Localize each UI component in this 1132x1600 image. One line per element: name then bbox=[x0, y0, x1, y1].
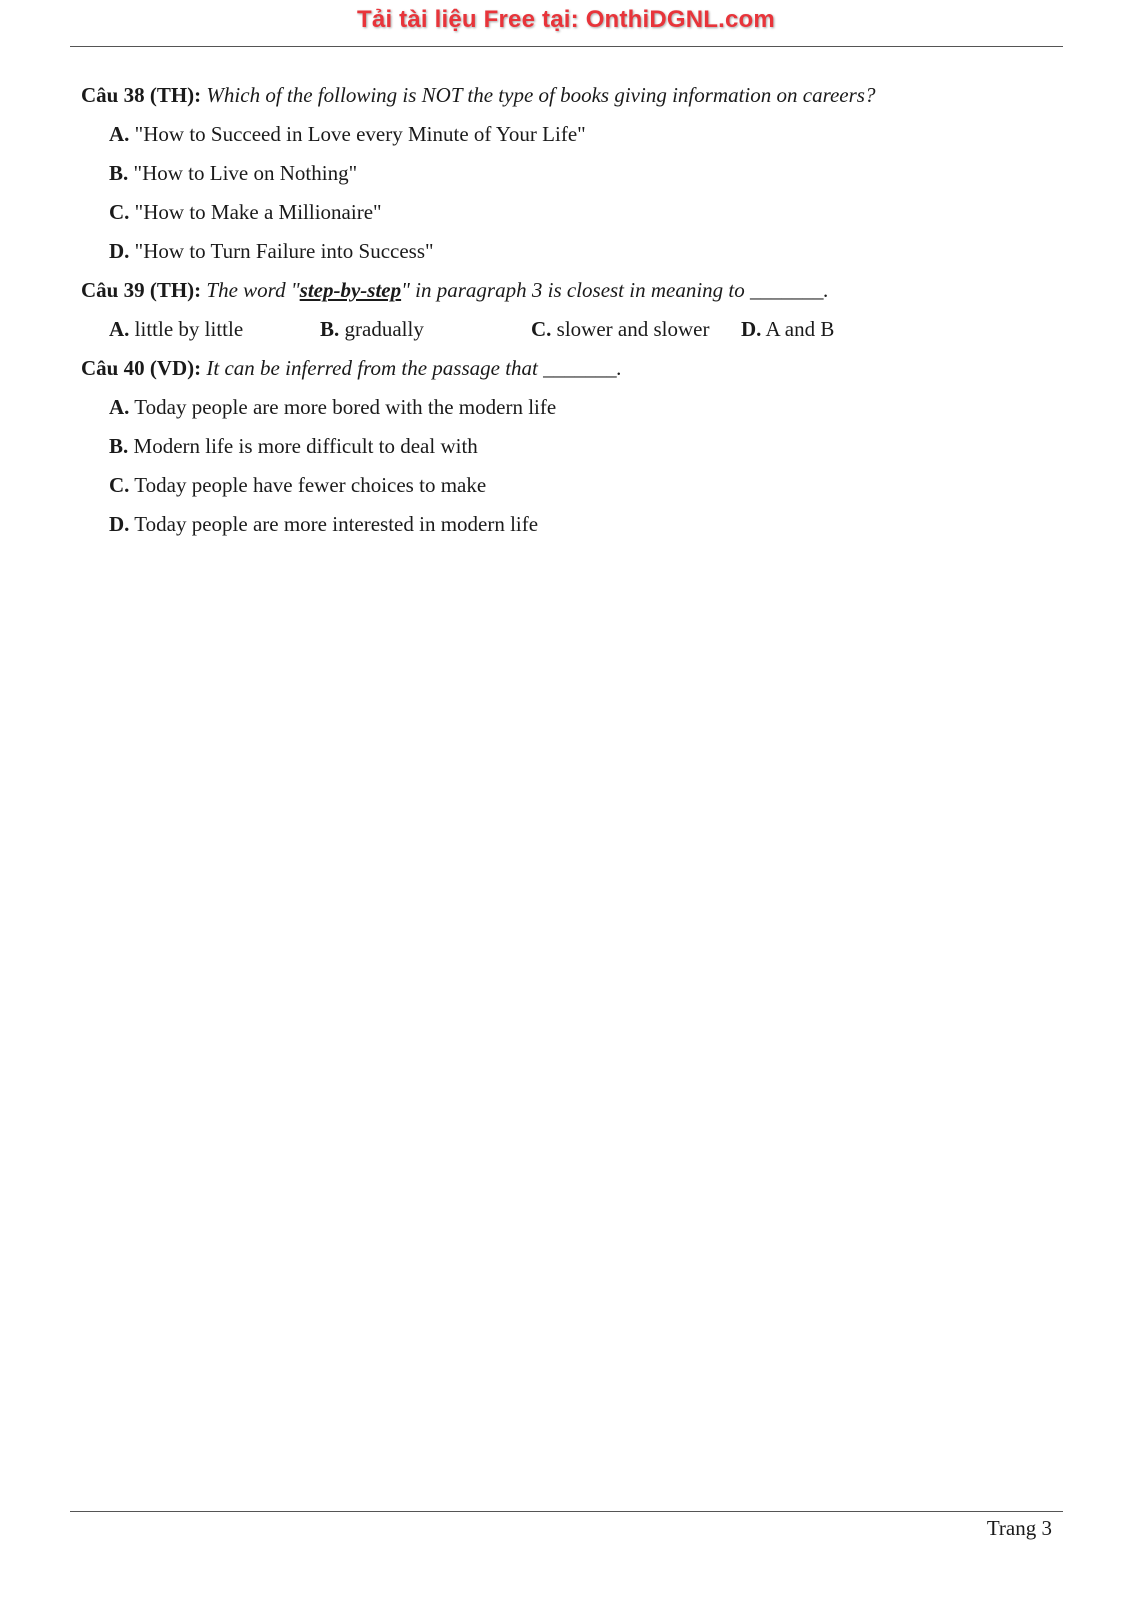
document-body bbox=[81, 76, 1061, 544]
option-a bbox=[109, 310, 243, 349]
option-text: A and B bbox=[765, 317, 835, 341]
option-c bbox=[531, 310, 709, 349]
option-letter: B. bbox=[109, 434, 129, 458]
question-number: Câu 38 (TH): bbox=[81, 83, 202, 107]
option-letter: C. bbox=[531, 317, 552, 341]
question-39 bbox=[81, 271, 1061, 310]
question-text-after: " in paragraph 3 is closest in meaning to _______. bbox=[401, 278, 829, 302]
option-text: slower and slower bbox=[556, 317, 710, 341]
question-text: Which of the following is NOT the type of books giving information on careers? bbox=[206, 83, 876, 107]
option-letter: C. bbox=[109, 473, 130, 497]
option-a bbox=[81, 115, 1061, 154]
question-40 bbox=[81, 349, 1061, 388]
option-letter: A. bbox=[109, 122, 130, 146]
option-text: "How to Live on Nothing" bbox=[133, 161, 358, 185]
question-38 bbox=[81, 76, 1061, 115]
option-d bbox=[741, 310, 834, 349]
option-text: little by little bbox=[134, 317, 244, 341]
option-text: Today people have fewer choices to make bbox=[134, 473, 487, 497]
question-number: Câu 39 (TH): bbox=[81, 278, 202, 302]
option-a bbox=[81, 388, 1061, 427]
option-text: Modern life is more difficult to deal with bbox=[133, 434, 478, 458]
option-letter: B. bbox=[109, 161, 129, 185]
site-banner: Tải tài liệu Free tại: OnthiDGNL.com bbox=[357, 6, 775, 33]
option-text: "How to Make a Millionaire" bbox=[134, 200, 382, 224]
footer-divider bbox=[70, 1511, 1063, 1512]
option-letter: A. bbox=[109, 395, 130, 419]
question-keyword: step-by-step bbox=[299, 278, 402, 302]
option-letter: B. bbox=[320, 317, 340, 341]
option-letter: D. bbox=[109, 239, 130, 263]
option-row bbox=[81, 310, 1061, 349]
option-c bbox=[81, 466, 1061, 505]
question-text: It can be inferred from the passage that _______. bbox=[206, 356, 622, 380]
option-text: Today people are more interested in modern life bbox=[134, 512, 539, 536]
option-b bbox=[320, 310, 424, 349]
option-d bbox=[81, 505, 1061, 544]
option-b bbox=[81, 154, 1061, 193]
option-text: Today people are more bored with the modern life bbox=[134, 395, 557, 419]
option-c bbox=[81, 193, 1061, 232]
option-text: gradually bbox=[344, 317, 424, 341]
option-text: "How to Succeed in Love every Minute of Your Life" bbox=[134, 122, 586, 146]
header-divider bbox=[70, 46, 1063, 47]
question-number: Câu 40 (VD): bbox=[81, 356, 202, 380]
option-text: "How to Turn Failure into Success" bbox=[134, 239, 434, 263]
question-text-before: The word " bbox=[206, 278, 300, 302]
option-letter: A. bbox=[109, 317, 130, 341]
option-letter: D. bbox=[741, 317, 762, 341]
page-number: Trang 3 bbox=[986, 1516, 1052, 1540]
option-d bbox=[81, 232, 1061, 271]
option-letter: D. bbox=[109, 512, 130, 536]
option-letter: C. bbox=[109, 200, 130, 224]
option-b bbox=[81, 427, 1061, 466]
